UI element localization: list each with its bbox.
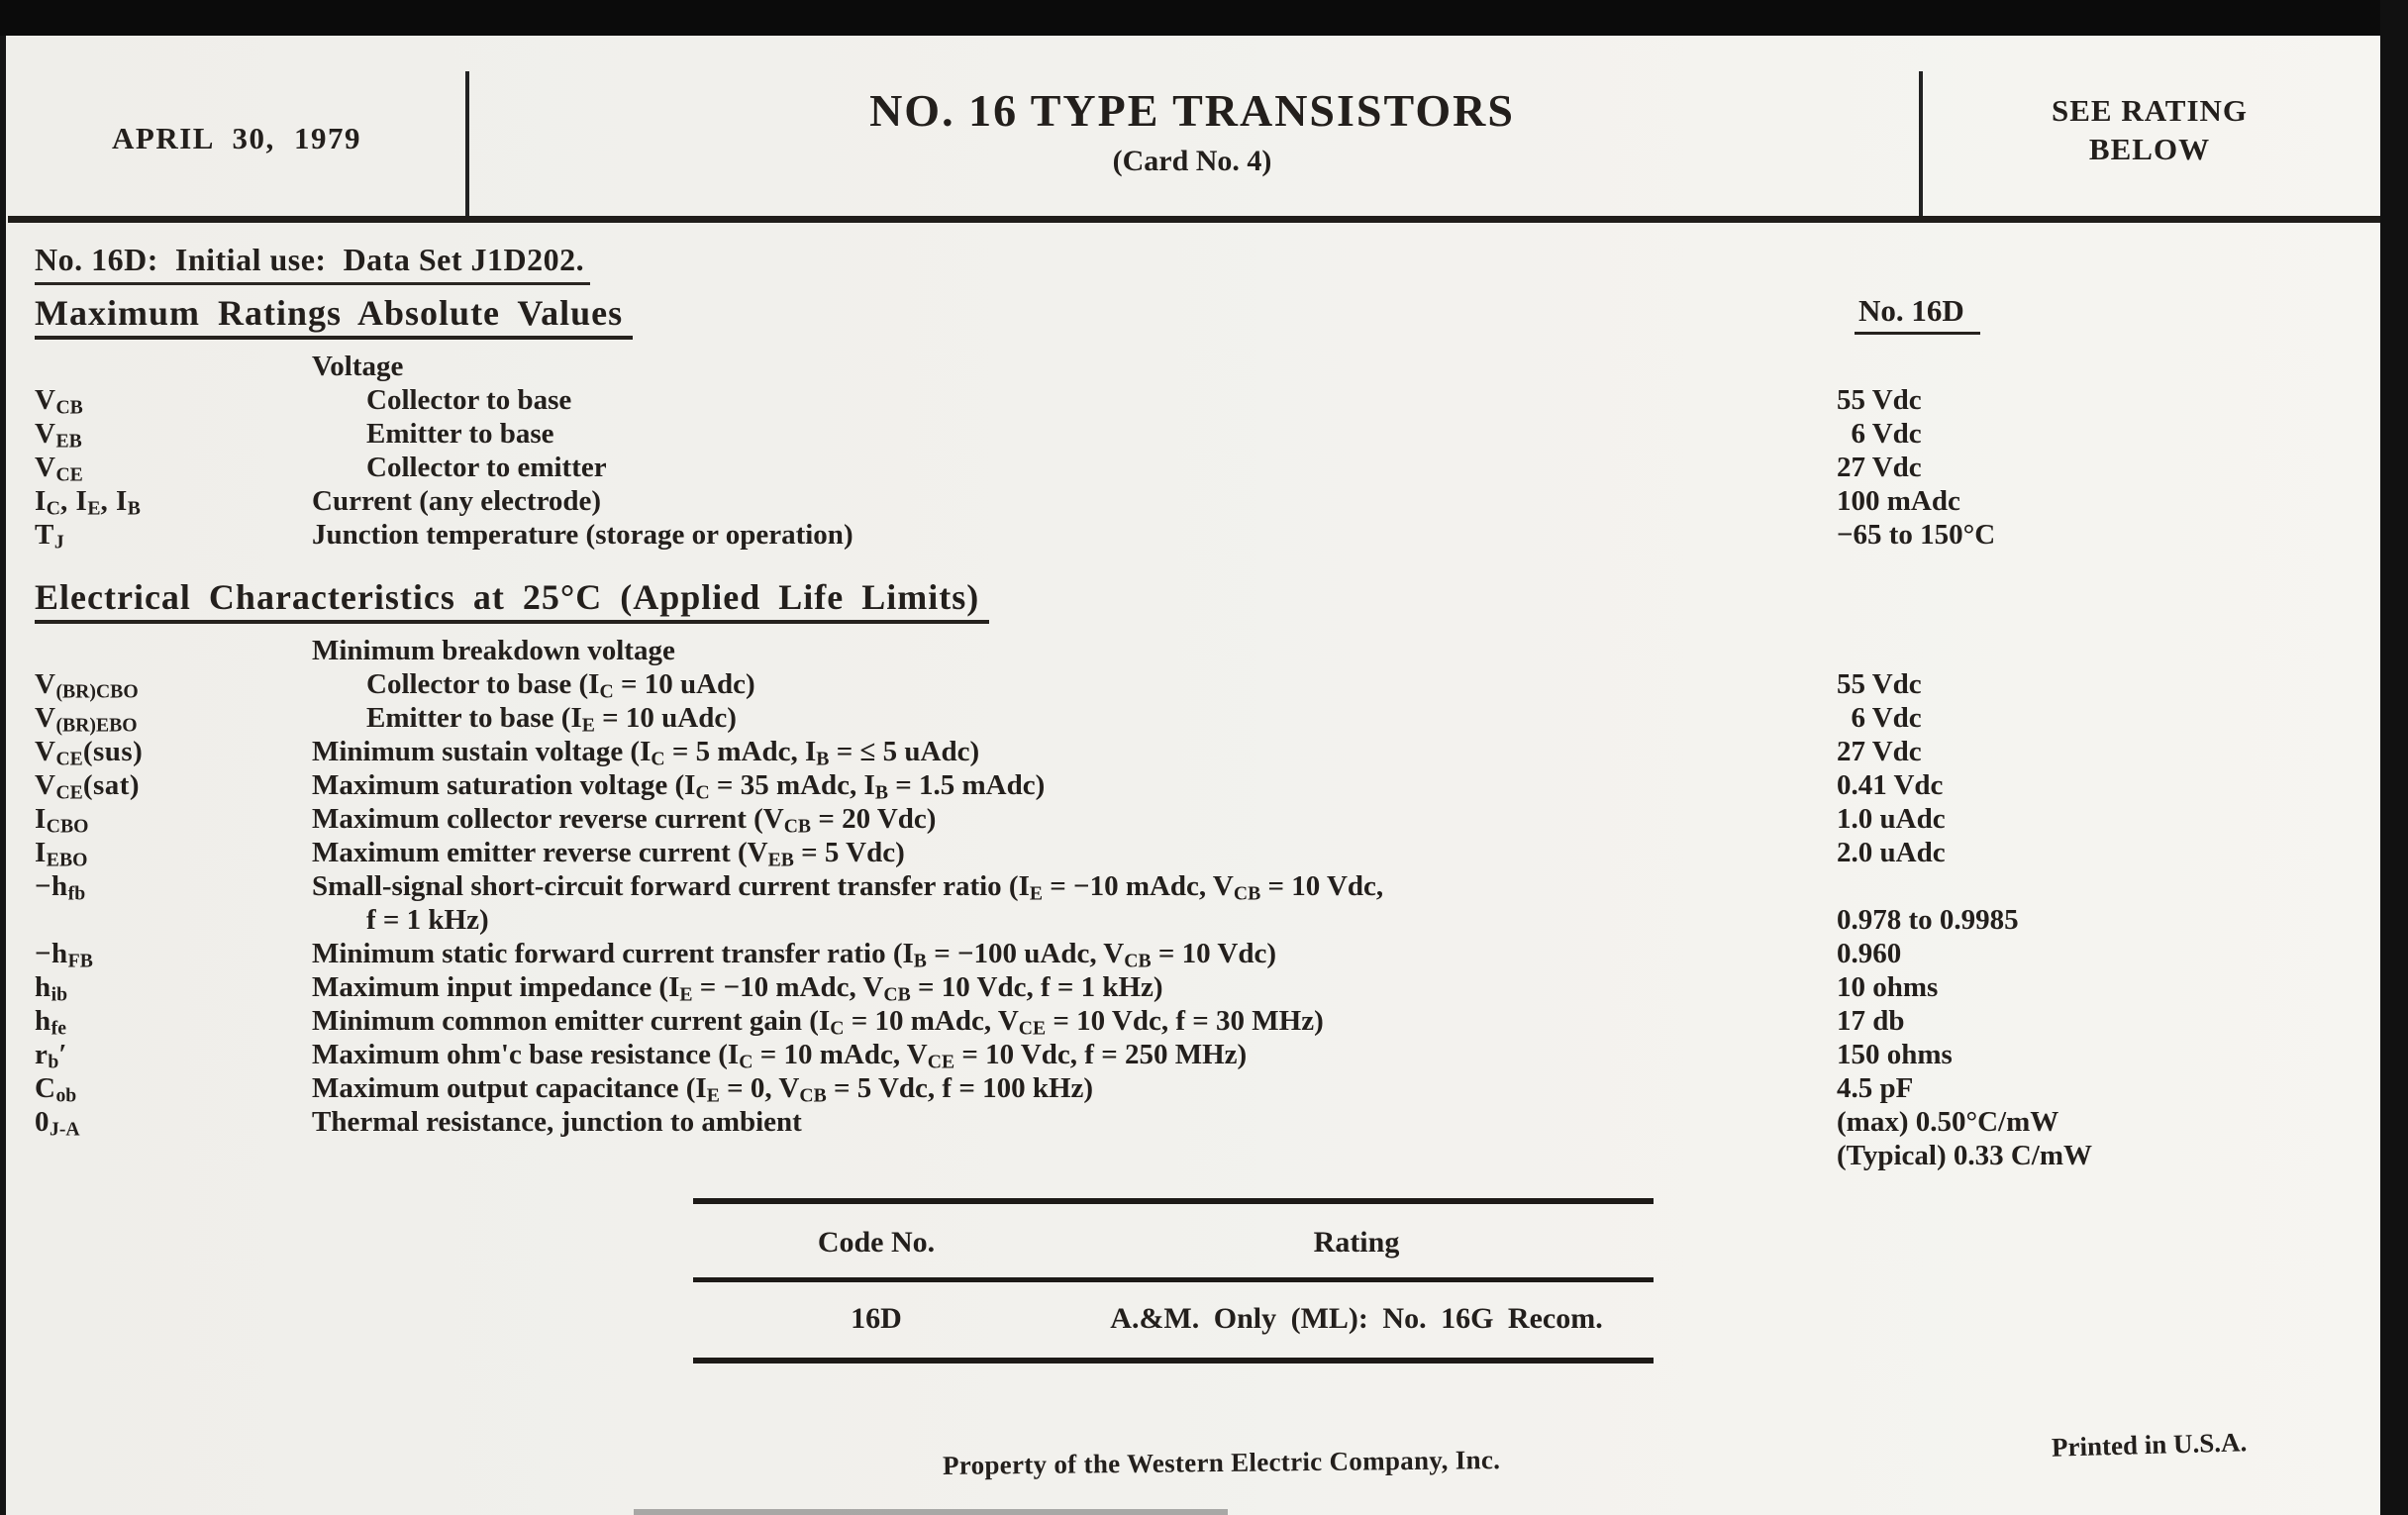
section-heading: Maximum Ratings Absolute Values [35, 293, 633, 340]
footer-printed-note: Printed in U.S.A. [2051, 1427, 2248, 1463]
spec-value: 0.960 [1837, 938, 1902, 969]
rating-table [693, 1198, 1654, 1364]
value-column-header: No. 16D [1855, 293, 1980, 335]
footer-property-note: Property of the Western Electric Company, Inc. [942, 1445, 1501, 1480]
spec-symbol: $I_C$, $I_E$, $I_B$ [35, 485, 141, 520]
spec-description: Collector to emitter [366, 452, 607, 483]
spec-symbol: $V_{EB}$ [35, 418, 82, 453]
section-maximum-ratings-head [35, 293, 2363, 340]
rating-table-cell-rating: A.&M. Only (ML): No. 16G Recom. [1110, 1302, 1603, 1335]
spec-description: Maximum emitter reverse current ($V_{EB} = 5$ Vdc) [312, 837, 905, 871]
issue-date: APRIL 30, 1979 [112, 121, 361, 155]
spec-value: 150 ohms [1837, 1039, 1953, 1070]
initial-use-line: No. 16D: Initial use: Data Set J1D202. [35, 242, 590, 285]
spec-description: Emitter to base ($I_E = 10$ uAdc) [366, 702, 737, 737]
spec-value: 17 db [1837, 1005, 1905, 1037]
rating-table-cell-code: 16D [851, 1302, 902, 1335]
see-rating-line1: SEE RATING [2051, 93, 2249, 128]
spec-row [35, 768, 2363, 802]
spec-symbol: $I_{EBO}$ [35, 837, 88, 871]
spec-description: Collector to base [366, 384, 572, 416]
spec-value: 1.0 uAdc [1837, 803, 1946, 835]
spec-row [35, 417, 2363, 451]
spec-row [35, 1071, 2363, 1105]
spec-description: Thermal resistance, junction to ambient [312, 1106, 802, 1138]
section-heading: Electrical Characteristics at 25°C (Applied Life Limits) [35, 577, 989, 624]
spec-symbol: $V_{(BR)CBO}$ [35, 668, 139, 703]
spec-value: 6 Vdc [1837, 702, 1922, 734]
spec-row [35, 802, 2363, 836]
spec-symbol: $V_{CE}(sat)$ [35, 769, 141, 804]
see-rating-line2: BELOW [2088, 132, 2211, 166]
section-electrical-characteristics-head [35, 577, 2363, 624]
spec-value: 10 ohms [1837, 971, 1939, 1003]
spec-symbol: $0_{J-A}$ [35, 1106, 80, 1141]
spec-value: 55 Vdc [1837, 384, 1922, 416]
spec-row [35, 735, 2363, 768]
spec-description: Junction temperature (storage or operation) [312, 519, 853, 551]
spec-row [35, 836, 2363, 869]
rating-table-header-code: Code No. [817, 1226, 936, 1259]
spec-symbol: $I_{CBO}$ [35, 803, 89, 838]
spec-symbol: $V_{CE}$ [35, 452, 83, 486]
spec-description: Current (any electrode) [312, 485, 602, 517]
spec-row [35, 869, 2363, 937]
scan-smudge-bottom [634, 1509, 1228, 1515]
spec-content [35, 293, 2363, 1364]
spec-row [35, 970, 2363, 1004]
spec-row [35, 484, 2363, 518]
page-title: NO. 16 TYPE TRANSISTORS [869, 85, 1515, 136]
spec-description: Maximum output capacitance ($I_E = 0$, $V_{CB} = 5$ Vdc, f = 100 kHz) [312, 1072, 1094, 1107]
spec-description: Maximum saturation voltage ($I_C = 35$ mAdc, $I_B = 1.5$ mAdc) [312, 769, 1046, 804]
spec-description: Minimum sustain voltage ($I_C = 5$ mAdc, $I_B$ = ≤ 5 uAdc) [312, 736, 980, 770]
spec-row [35, 667, 2363, 701]
spec-symbol: $C_{ob}$ [35, 1072, 77, 1107]
spec-value: 100 mAdc [1837, 485, 1960, 517]
rating-table-row [693, 1282, 1654, 1358]
spec-symbol: $V_{(BR)EBO}$ [35, 702, 138, 737]
spec-value: 2.0 uAdc [1837, 837, 1946, 868]
scan-edge-left [0, 36, 6, 1515]
spec-description: Maximum collector reverse current ($V_{CB} = 20$ Vdc) [312, 803, 937, 838]
scan-edge-right [2380, 0, 2408, 1515]
spec-value: 0.978 to 0.9985 [1837, 904, 2019, 936]
spec-row [35, 1004, 2363, 1038]
spec-row [35, 518, 2363, 552]
spec-symbol: $V_{CB}$ [35, 384, 83, 419]
spec-row [35, 701, 2363, 735]
spec-value: (max) 0.50°C/mW (Typical) 0.33 C/mW [1837, 1106, 2093, 1171]
spec-symbol: $h_{ib}$ [35, 971, 68, 1006]
spec-row [35, 451, 2363, 484]
spec-description: Emitter to base [366, 418, 554, 450]
rating-table-header [693, 1204, 1654, 1282]
spec-rows-electrical-characteristics [35, 634, 2363, 1172]
spec-description: Maximum input impedance ($I_E = -10$ mAdc, $V_{CB} = 10$ Vdc, f = 1 kHz) [312, 971, 1163, 1006]
card-number: (Card No. 4) [1112, 145, 1272, 177]
spec-description: Voltage [312, 351, 404, 382]
spec-symbol: $V_{CE}(sus)$ [35, 736, 144, 770]
spec-description: Minimum static forward current transfer ratio ($I_B = -100$ uAdc, $V_{CB} = 10$ Vdc) [312, 938, 1276, 972]
spec-rows-maximum-ratings [35, 350, 2363, 552]
spec-row [35, 1038, 2363, 1071]
spec-description: Minimum common emitter current gain ($I_C = 10$ mAdc, $V_{CE} = 10$ Vdc, f = 30 MHz) [312, 1005, 1324, 1040]
scan-edge-top [0, 0, 2408, 36]
spec-symbol: $-h_{fb}$ [35, 870, 86, 905]
rating-table-header-rating: Rating [1313, 1226, 1400, 1259]
spec-row [35, 937, 2363, 970]
spec-value: 4.5 pF [1837, 1072, 1914, 1104]
spec-symbol: $T_J$ [35, 519, 64, 554]
see-rating-note [1919, 36, 2380, 216]
spec-symbol: $-h_{FB}$ [35, 938, 93, 972]
spec-symbol: $r_b'$ [35, 1039, 67, 1073]
spec-value: 27 Vdc [1837, 736, 1922, 767]
spec-value: 0.41 Vdc [1837, 769, 1944, 801]
spec-value: 55 Vdc [1837, 668, 1922, 700]
spec-description: Collector to base ($I_C = 10$ uAdc) [366, 668, 755, 703]
spec-value: 27 Vdc [1837, 452, 1922, 483]
spec-row [35, 1105, 2363, 1172]
spec-symbol: $h_{fe}$ [35, 1005, 66, 1040]
spec-row [35, 383, 2363, 417]
masthead [8, 36, 2380, 223]
spec-description: Small-signal short-circuit forward current transfer ratio ($I_E = -10$ mAdc, $V_{CB} = 10$ Vdc, f = 1 kHz) [312, 870, 1384, 936]
spec-row [35, 634, 2363, 667]
title-block [465, 36, 1919, 216]
spec-value: 6 Vdc [1837, 418, 1922, 450]
spec-value: −65 to 150°C [1837, 519, 1996, 551]
spec-description: Minimum breakdown voltage [312, 635, 675, 666]
spec-description: Maximum ohm'c base resistance ($I_C = 10$ mAdc, $V_{CE} = 10$ Vdc, f = 250 MHz) [312, 1039, 1248, 1073]
spec-row [35, 350, 2363, 383]
